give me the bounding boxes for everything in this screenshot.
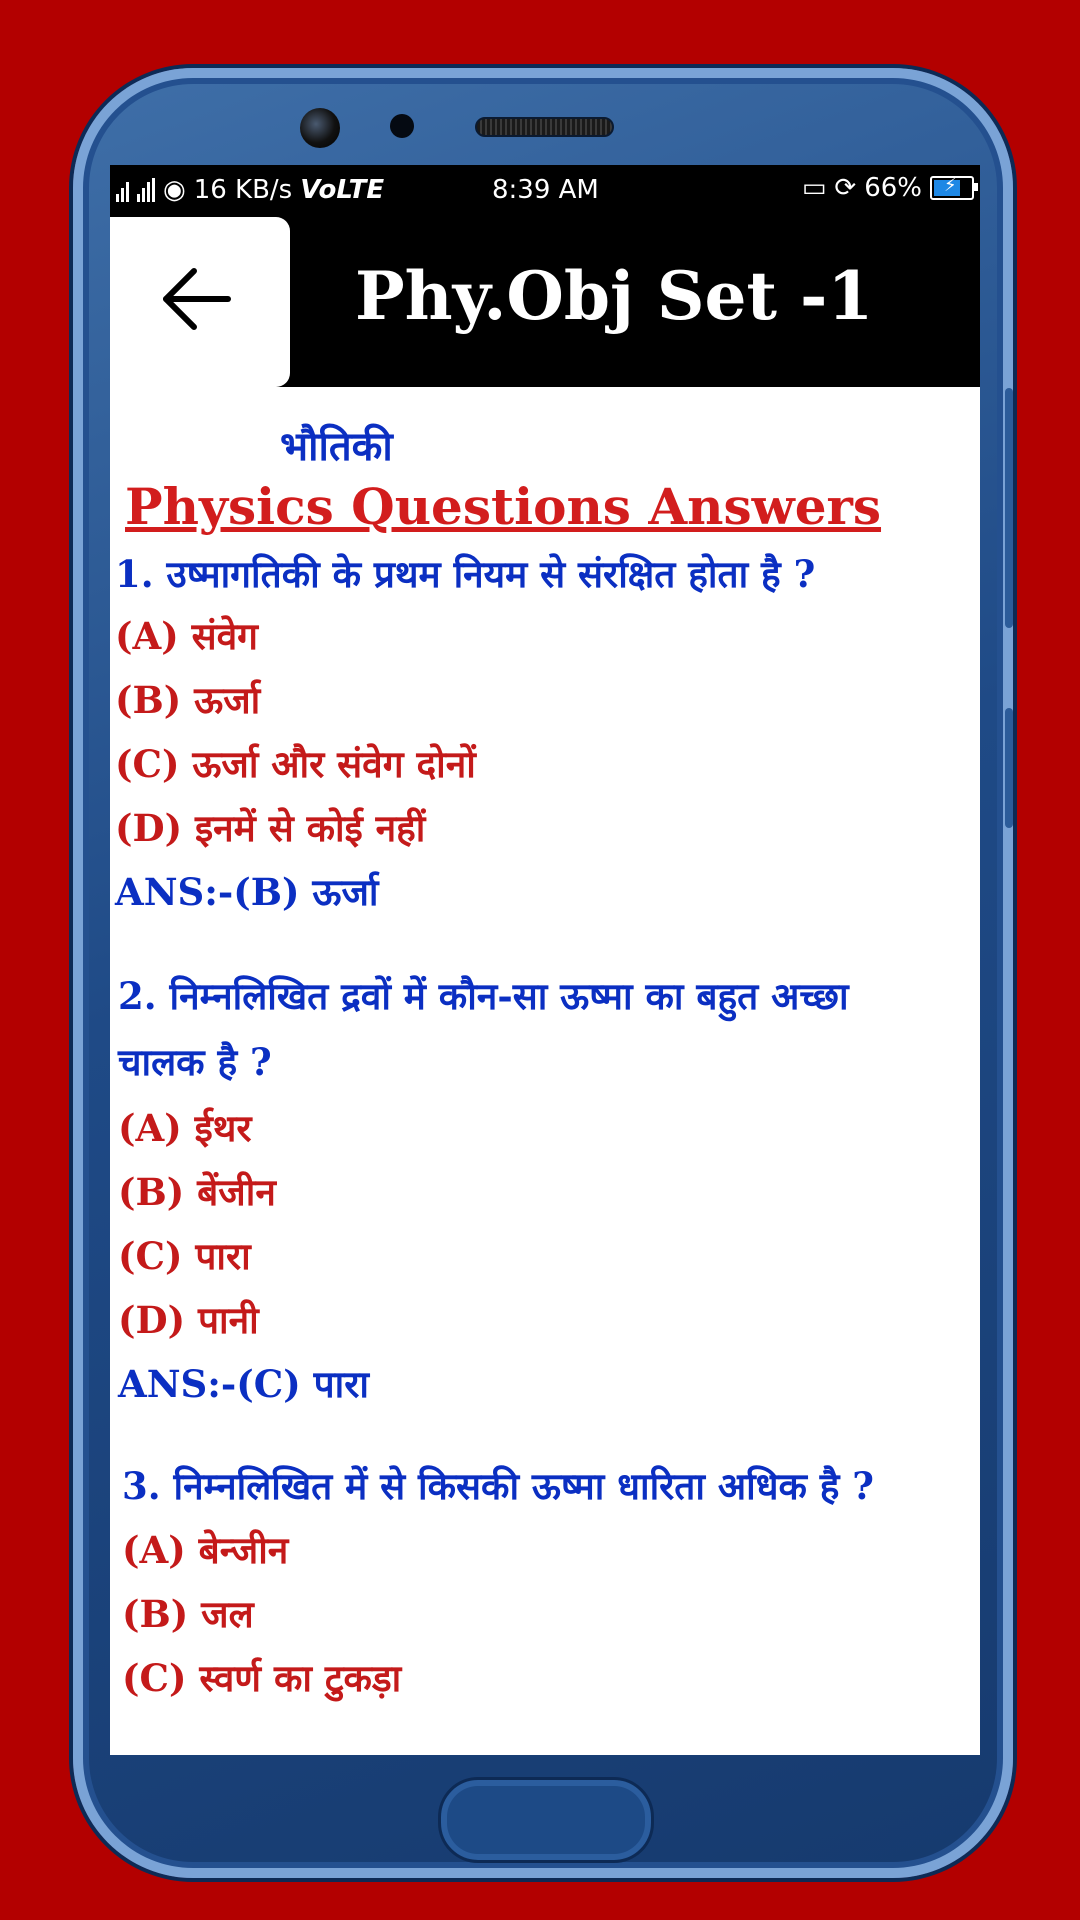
question-2-option-a: (A) ईथर — [118, 1106, 252, 1150]
volume-button — [1005, 388, 1013, 628]
battery-percent: 66% — [864, 173, 922, 203]
cast-icon: ▭ — [801, 173, 827, 203]
network-type: VoLTE — [300, 175, 385, 205]
question-3: 3. निम्नलिखित में से किसकी ऊष्मा धारिता अधिक है ? — [122, 1464, 874, 1508]
question-1-answer: ANS:-(B) ऊर्जा — [115, 870, 379, 914]
home-button[interactable] — [438, 1777, 654, 1863]
page-title: Phy.Obj Set -1 — [355, 257, 874, 335]
status-time: 8:39 AM — [492, 175, 599, 205]
signal-4g-icon — [137, 178, 155, 202]
question-3-option-b: (B) जल — [122, 1592, 254, 1636]
wifi-icon: ◉ — [163, 175, 186, 205]
question-1-option-c: (C) ऊर्जा और संवेग दोनों — [115, 742, 476, 786]
battery-icon: ⚡ — [930, 176, 974, 200]
back-button[interactable] — [110, 217, 290, 387]
app-bar — [110, 217, 980, 387]
subject-heading-hindi: भौतिकी — [280, 423, 393, 470]
power-button — [1005, 708, 1013, 828]
network-speed: 16 KB/s — [193, 175, 293, 205]
question-1: 1. उष्मागतिकी के प्रथम नियम से संरक्षित होता है ? — [115, 552, 816, 596]
question-3-option-c: (C) स्वर्ण का टुकड़ा — [122, 1656, 402, 1700]
question-3-option-a: (A) बेन्जीन — [122, 1528, 289, 1572]
subject-heading-english: Physics Questions Answers — [125, 477, 882, 536]
question-1-option-b: (B) ऊर्जा — [115, 678, 261, 722]
question-1-option-d: (D) इनमें से कोई नहीं — [115, 806, 426, 850]
front-camera — [300, 108, 340, 148]
proximity-sensor — [390, 114, 414, 138]
question-2-option-c: (C) पारा — [118, 1234, 251, 1278]
question-2-line-2: चालक है ? — [118, 1040, 272, 1084]
signal-icon — [116, 178, 129, 202]
back-arrow-icon — [156, 259, 236, 339]
question-1-option-a: (A) संवेग — [115, 614, 259, 658]
status-bar — [110, 165, 980, 217]
earpiece-speaker — [475, 117, 614, 137]
question-2-line-1: 2. निम्नलिखित द्रवों में कौन-सा ऊष्मा का बहुत अच्छा — [118, 974, 849, 1018]
question-2-option-d: (D) पानी — [118, 1298, 259, 1342]
question-2-option-b: (B) बेंजीन — [118, 1170, 276, 1214]
phone-screen — [110, 165, 980, 1755]
rotation-lock-icon: ⟳ — [834, 173, 857, 203]
question-2-answer: ANS:-(C) पारा — [118, 1362, 369, 1406]
